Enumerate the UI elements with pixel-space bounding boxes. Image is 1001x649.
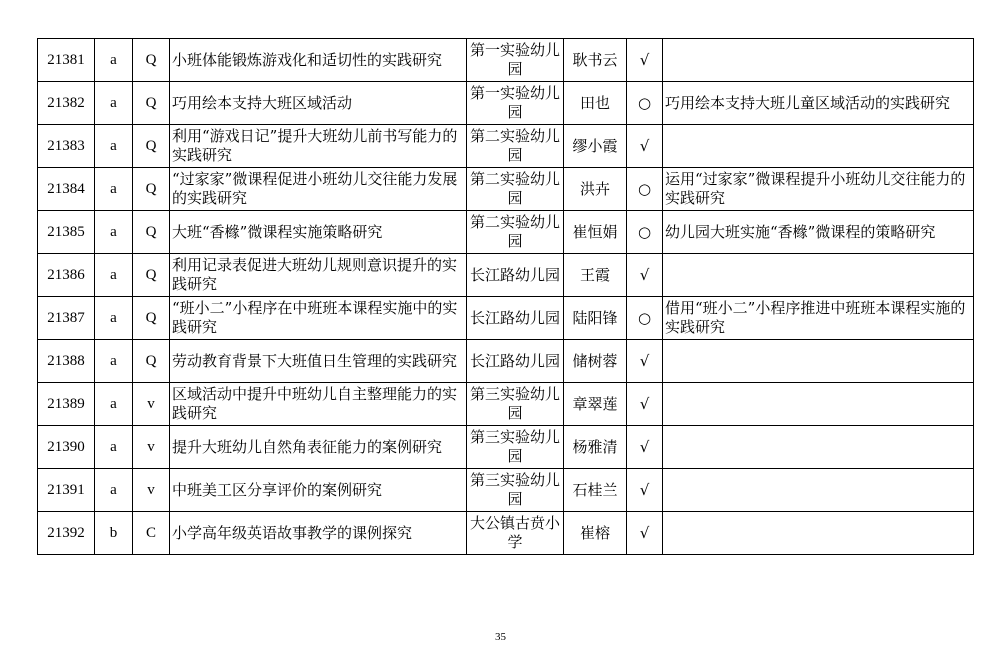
- person-name-cell: 陆阳锋: [564, 297, 627, 340]
- project-title-cell: 区域活动中提升中班幼儿自主整理能力的实践研究: [170, 383, 467, 426]
- project-title-cell: 小班体能锻炼游戏化和适切性的实践研究: [170, 39, 467, 82]
- note-cell: [663, 512, 974, 555]
- unit-cell: 第二实验幼儿园: [467, 211, 564, 254]
- project-title-cell: 利用“游戏日记”提升大班幼儿前书写能力的实践研究: [170, 125, 467, 168]
- project-title-cell: “过家家”微课程促进小班幼儿交往能力发展的实践研究: [170, 168, 467, 211]
- project-id-cell: 21390: [38, 426, 95, 469]
- person-name-cell: 石桂兰: [564, 469, 627, 512]
- note-cell: 幼儿园大班实施“香橼”微课程的策略研究: [663, 211, 974, 254]
- table-row: [38, 39, 974, 82]
- note-cell: 巧用绘本支持大班儿童区域活动的实践研究: [663, 82, 974, 125]
- person-name-cell: 缪小霞: [564, 125, 627, 168]
- note-cell: [663, 426, 974, 469]
- status-mark-cell: √: [627, 254, 663, 297]
- status-mark-cell: √: [627, 426, 663, 469]
- level-cell: a: [95, 39, 133, 82]
- status-mark-cell: √: [627, 512, 663, 555]
- table-row: [38, 168, 974, 211]
- project-title-cell: 大班“香橼”微课程实施策略研究: [170, 211, 467, 254]
- level-cell: a: [95, 125, 133, 168]
- type-cell: v: [133, 426, 170, 469]
- unit-cell: 长江路幼儿园: [467, 297, 564, 340]
- type-cell: Q: [133, 254, 170, 297]
- unit-cell: 第一实验幼儿园: [467, 82, 564, 125]
- status-mark-cell: √: [627, 340, 663, 383]
- page-number: 35: [495, 631, 506, 643]
- note-cell: [663, 383, 974, 426]
- status-mark-cell: √: [627, 39, 663, 82]
- table-row: [38, 82, 974, 125]
- note-cell: [663, 39, 974, 82]
- type-cell: Q: [133, 39, 170, 82]
- type-cell: Q: [133, 297, 170, 340]
- unit-cell: 第二实验幼儿园: [467, 125, 564, 168]
- note-cell: 借用“班小二”小程序推进中班班本课程实施的实践研究: [663, 297, 974, 340]
- status-mark-cell: ○: [627, 211, 663, 254]
- type-cell: Q: [133, 125, 170, 168]
- project-title-cell: 中班美工区分享评价的案例研究: [170, 469, 467, 512]
- project-id-cell: 21389: [38, 383, 95, 426]
- project-id-cell: 21382: [38, 82, 95, 125]
- type-cell: Q: [133, 340, 170, 383]
- type-cell: v: [133, 383, 170, 426]
- project-id-cell: 21385: [38, 211, 95, 254]
- type-cell: Q: [133, 82, 170, 125]
- unit-cell: 第一实验幼儿园: [467, 39, 564, 82]
- status-mark-cell: ○: [627, 297, 663, 340]
- level-cell: a: [95, 469, 133, 512]
- unit-cell: 第三实验幼儿园: [467, 383, 564, 426]
- status-mark-cell: √: [627, 469, 663, 512]
- project-title-cell: 小学高年级英语故事教学的课例探究: [170, 512, 467, 555]
- note-cell: [663, 469, 974, 512]
- table-row: [38, 512, 974, 555]
- project-id-cell: 21392: [38, 512, 95, 555]
- person-name-cell: 崔恒娟: [564, 211, 627, 254]
- project-title-cell: 劳动教育背景下大班值日生管理的实践研究: [170, 340, 467, 383]
- table-row: [38, 426, 974, 469]
- person-name-cell: 耿书云: [564, 39, 627, 82]
- status-mark-cell: ○: [627, 168, 663, 211]
- person-name-cell: 洪卉: [564, 168, 627, 211]
- type-cell: v: [133, 469, 170, 512]
- unit-cell: 长江路幼儿园: [467, 254, 564, 297]
- note-cell: [663, 125, 974, 168]
- unit-cell: 第三实验幼儿园: [467, 469, 564, 512]
- level-cell: a: [95, 168, 133, 211]
- project-id-cell: 21381: [38, 39, 95, 82]
- unit-cell: 大公镇古贲小学: [467, 512, 564, 555]
- table-row: [38, 254, 974, 297]
- unit-cell: 长江路幼儿园: [467, 340, 564, 383]
- table-row: [38, 340, 974, 383]
- type-cell: C: [133, 512, 170, 555]
- person-name-cell: 章翠莲: [564, 383, 627, 426]
- note-cell: [663, 340, 974, 383]
- person-name-cell: 田也: [564, 82, 627, 125]
- project-title-cell: 巧用绘本支持大班区域活动: [170, 82, 467, 125]
- note-cell: [663, 254, 974, 297]
- person-name-cell: 杨雅清: [564, 426, 627, 469]
- status-mark-cell: ○: [627, 82, 663, 125]
- project-id-cell: 21388: [38, 340, 95, 383]
- project-id-cell: 21383: [38, 125, 95, 168]
- table-row: [38, 469, 974, 512]
- note-cell: 运用“过家家”微课程提升小班幼儿交往能力的实践研究: [663, 168, 974, 211]
- project-title-cell: 提升大班幼儿自然角表征能力的案例研究: [170, 426, 467, 469]
- unit-cell: 第三实验幼儿园: [467, 426, 564, 469]
- table-row: [38, 211, 974, 254]
- level-cell: a: [95, 383, 133, 426]
- project-title-cell: “班小二”小程序在中班班本课程实施中的实践研究: [170, 297, 467, 340]
- status-mark-cell: √: [627, 383, 663, 426]
- table-row: [38, 297, 974, 340]
- type-cell: Q: [133, 211, 170, 254]
- status-mark-cell: √: [627, 125, 663, 168]
- person-name-cell: 储树蓉: [564, 340, 627, 383]
- project-table: [37, 38, 974, 555]
- unit-cell: 第二实验幼儿园: [467, 168, 564, 211]
- project-id-cell: 21387: [38, 297, 95, 340]
- level-cell: a: [95, 82, 133, 125]
- project-id-cell: 21391: [38, 469, 95, 512]
- table-body: [38, 39, 974, 555]
- project-id-cell: 21384: [38, 168, 95, 211]
- level-cell: b: [95, 512, 133, 555]
- person-name-cell: 王霞: [564, 254, 627, 297]
- level-cell: a: [95, 297, 133, 340]
- person-name-cell: 崔榕: [564, 512, 627, 555]
- project-title-cell: 利用记录表促进大班幼儿规则意识提升的实践研究: [170, 254, 467, 297]
- level-cell: a: [95, 426, 133, 469]
- project-id-cell: 21386: [38, 254, 95, 297]
- level-cell: a: [95, 340, 133, 383]
- level-cell: a: [95, 211, 133, 254]
- table-row: [38, 125, 974, 168]
- table-row: [38, 383, 974, 426]
- type-cell: Q: [133, 168, 170, 211]
- level-cell: a: [95, 254, 133, 297]
